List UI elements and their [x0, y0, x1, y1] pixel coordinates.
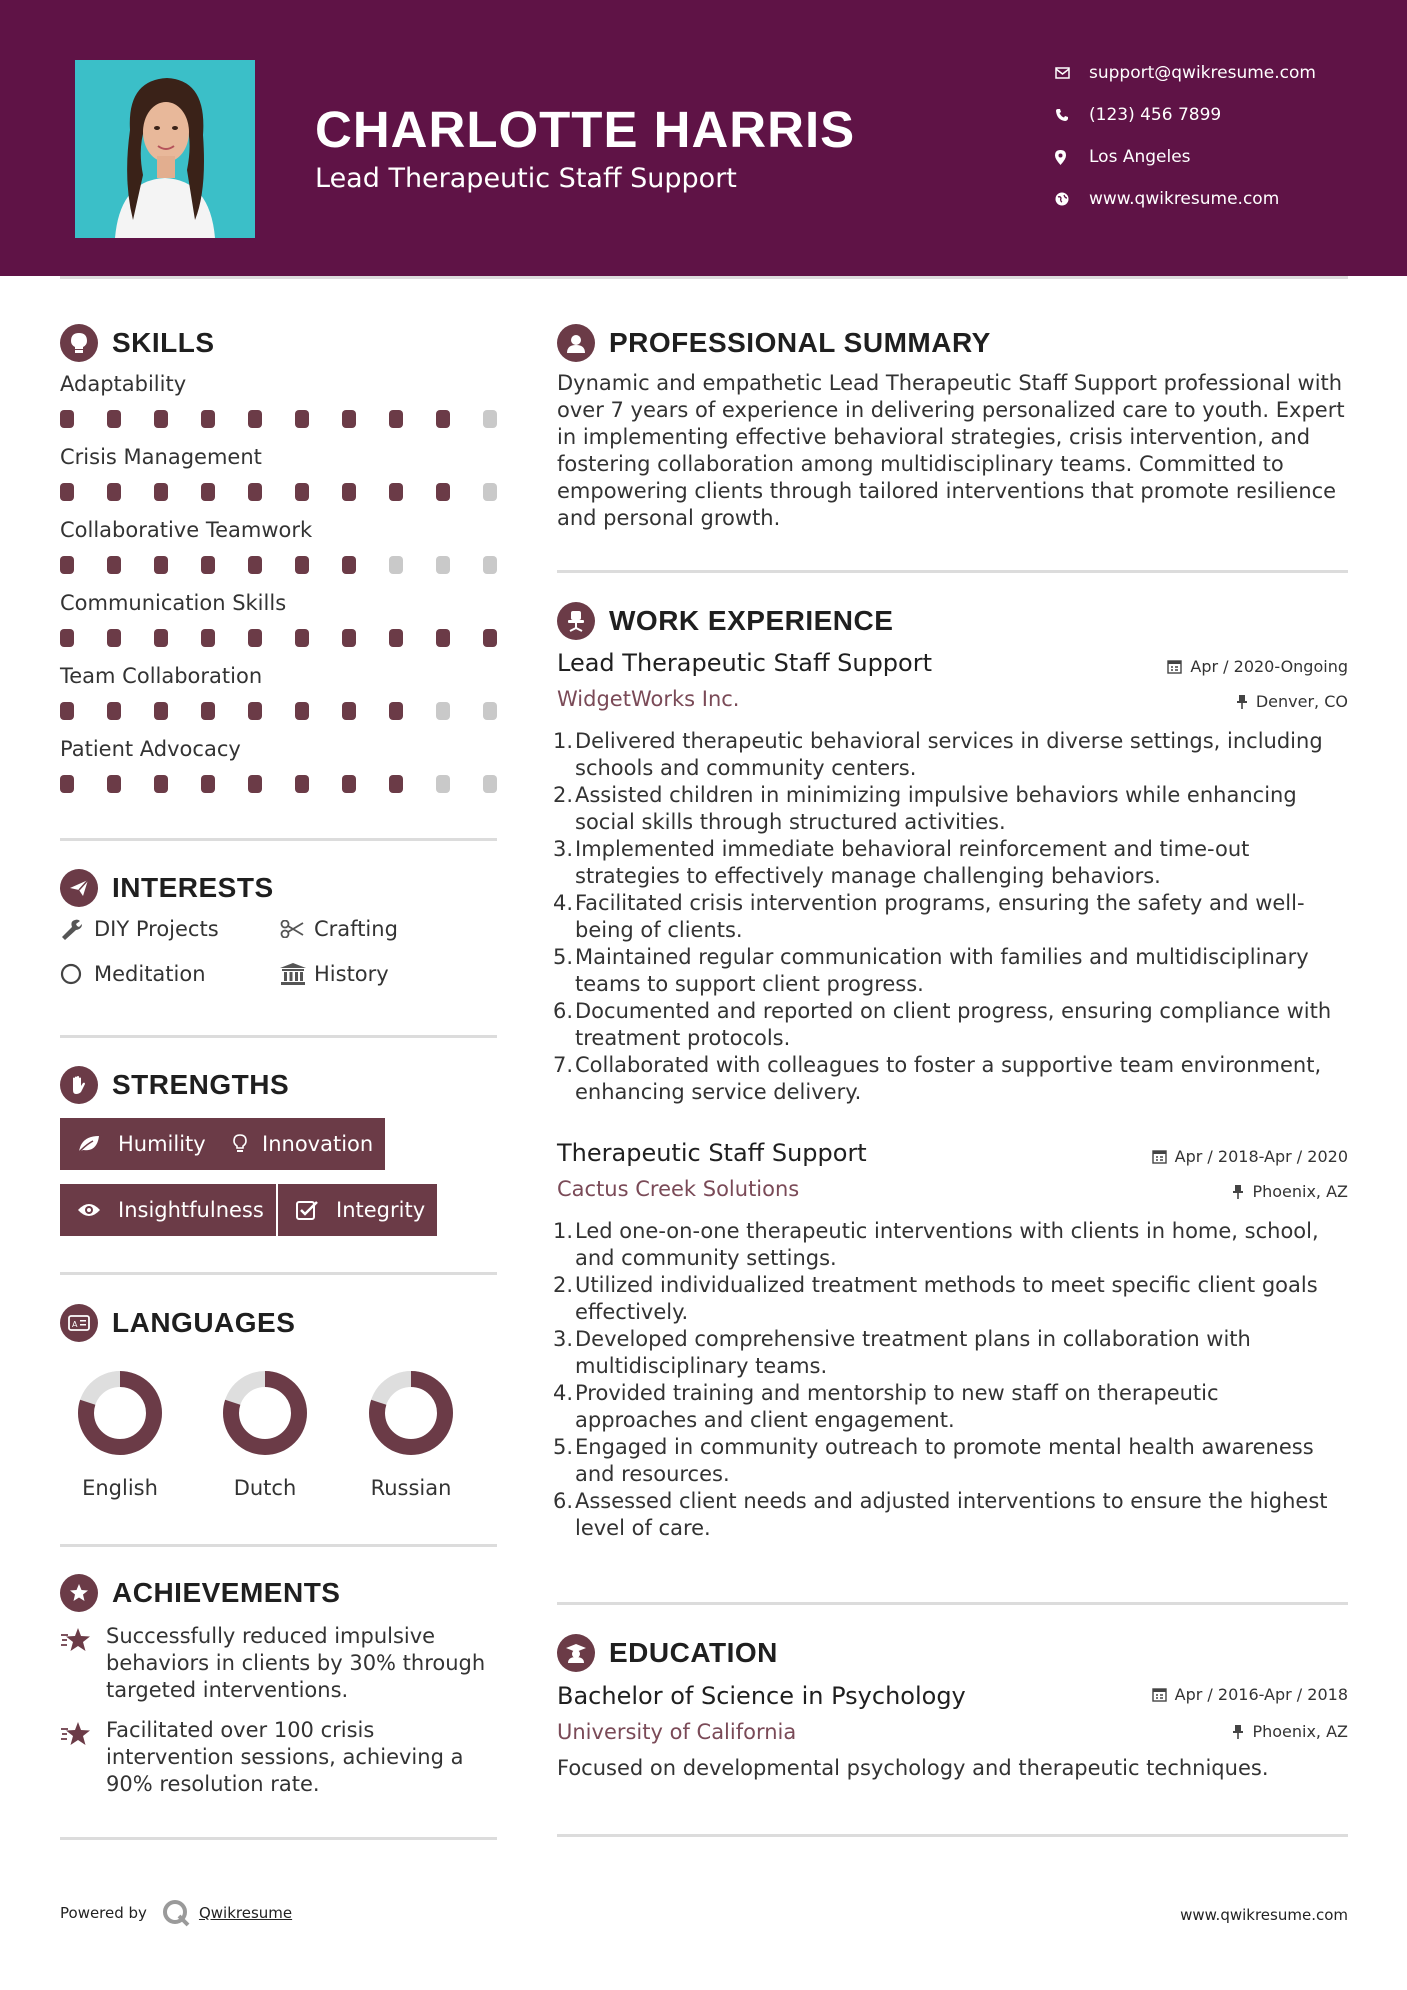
duty-item: 6. Documented and reported on client progress, ensuring compliance with treatment protocols. [553, 999, 1332, 1050]
skill-name: Crisis Management [60, 445, 262, 469]
skill-item [60, 737, 500, 793]
rating-dot-filled [389, 410, 403, 428]
skill-item [60, 445, 500, 501]
duty-item: 2. Utilized individualized treatment methods to meet specific client goals effectively. [553, 1273, 1318, 1324]
skill-item [60, 591, 500, 647]
job-title: Lead Therapeutic Staff Support [557, 649, 932, 677]
rating-dot-empty [389, 556, 403, 574]
lightbulb-icon [60, 324, 98, 362]
rating-dot-filled [295, 410, 309, 428]
achievement-item [60, 1717, 500, 1798]
rating-dot-filled [295, 556, 309, 574]
wrench-icon [60, 918, 94, 940]
interest-label: History [314, 962, 389, 986]
header-divider [60, 276, 1348, 279]
rating-dot-filled [107, 629, 121, 647]
star-icon [60, 1623, 106, 1704]
rating-dot-filled [436, 410, 450, 428]
section-divider [60, 1272, 497, 1275]
rating-dot-filled [201, 629, 215, 647]
pushpin-icon [1236, 694, 1248, 709]
experience-title: WORK EXPERIENCE [609, 605, 894, 636]
rating-dot-filled [107, 410, 121, 428]
rating-dot-filled [60, 483, 74, 501]
section-divider [60, 1035, 497, 1038]
section-divider [557, 1602, 1348, 1605]
rating-dot-filled [342, 483, 356, 501]
rating-dot-filled [389, 702, 403, 720]
graduate-icon [557, 1634, 595, 1672]
office-chair-icon [557, 602, 595, 640]
duty-item: 1. Delivered therapeutic behavioral services in diverse settings, including schools and community centers. [553, 729, 1323, 780]
contact-website-text: www.qwikresume.com [1089, 189, 1280, 209]
globe-icon [1055, 192, 1089, 206]
job-company: Cactus Creek Solutions [557, 1177, 800, 1201]
strength-label: Humility [118, 1132, 206, 1156]
duty-item: 5. Maintained regular communication with families and multidisciplinary teams to support client progress. [553, 945, 1309, 996]
rating-dot-filled [154, 556, 168, 574]
skill-rating [60, 775, 497, 793]
language-name: Russian [370, 1476, 452, 1500]
rating-dot-empty [436, 556, 450, 574]
contact-email-text: support@qwikresume.com [1089, 63, 1316, 83]
duty-item: 4. Facilitated crisis intervention programs, ensuring the safety and well-being of clients. [553, 891, 1305, 942]
languages-title: LANGUAGES [112, 1307, 296, 1338]
skill-item [60, 518, 500, 574]
section-divider [557, 1834, 1348, 1837]
rating-dot-filled [154, 702, 168, 720]
language-name: Dutch [233, 1476, 297, 1500]
language-item [60, 1368, 180, 1500]
phone-icon [1055, 108, 1089, 122]
interest-label: Meditation [94, 962, 206, 986]
achievements-heading [60, 1574, 340, 1612]
duty-text: Assisted children in minimizing impulsive behaviors while enhancing social skills through structured activities. [575, 783, 1297, 834]
interest-label: Crafting [314, 917, 398, 941]
rating-dot-filled [248, 410, 262, 428]
rating-dot-filled [436, 483, 450, 501]
skill-name: Patient Advocacy [60, 737, 241, 761]
duty-text: Engaged in community outreach to promote mental health awareness and resources. [575, 1435, 1314, 1486]
strength-tag [218, 1118, 385, 1170]
rating-dot-filled [201, 483, 215, 501]
strength-tag [60, 1184, 276, 1236]
pushpin-icon [1232, 1184, 1244, 1199]
language-item [351, 1368, 471, 1500]
user-icon [557, 324, 595, 362]
powered-by-text: Powered by [60, 1904, 147, 1922]
rating-dot-filled [342, 775, 356, 793]
rating-dot-filled [154, 410, 168, 428]
experience-heading [557, 602, 893, 640]
contact-website[interactable] [1055, 178, 1316, 220]
rating-dot-filled [154, 483, 168, 501]
job-title: Therapeutic Staff Support [557, 1139, 867, 1167]
duty-text: Facilitated crisis intervention programs, ensuring the safety and well-being of clients. [575, 891, 1305, 942]
candidate-title: Lead Therapeutic Staff Support [315, 163, 737, 194]
interests-heading [60, 869, 274, 907]
job-location [1232, 1182, 1348, 1201]
duty-item: 1. Led one-on-one therapeutic interventions with clients in home, school, and community settings. [553, 1219, 1319, 1270]
skill-rating [60, 483, 497, 501]
pushpin-icon [1232, 1724, 1244, 1739]
rating-dot-filled [60, 556, 74, 574]
rating-dot-filled [295, 483, 309, 501]
calendar-icon [1152, 1687, 1167, 1702]
interest-item [60, 962, 206, 986]
achievements-title: ACHIEVEMENTS [112, 1577, 341, 1608]
job-dates [1152, 1147, 1348, 1166]
rating-dot-filled [389, 775, 403, 793]
duty-item: 4. Provided training and mentorship to new staff on therapeutic approaches and client engagement. [553, 1381, 1219, 1432]
skill-name: Communication Skills [60, 591, 287, 615]
brand-link[interactable]: Qwikresume [198, 1904, 293, 1922]
strength-label: Insightfulness [118, 1198, 264, 1222]
rating-dot-filled [436, 629, 450, 647]
achievement-text: Facilitated over 100 crisis intervention sessions, achieving a 90% resolution rate. [106, 1718, 464, 1796]
strength-label: Integrity [336, 1198, 426, 1222]
duty-text: Maintained regular communication with families and multidisciplinary teams to support client progress. [575, 945, 1309, 996]
duty-text: Developed comprehensive treatment plans in collaboration with multidisciplinary teams. [575, 1327, 1251, 1378]
hand-icon [60, 1066, 98, 1104]
language-name: English [82, 1476, 158, 1500]
rating-dot-filled [342, 702, 356, 720]
rating-dot-filled [201, 556, 215, 574]
rating-dot-filled [248, 775, 262, 793]
summary-title: PROFESSIONAL SUMMARY [609, 327, 991, 358]
contact-location [1055, 136, 1316, 178]
job-company: WidgetWorks Inc. [557, 687, 740, 711]
summary-text: Dynamic and empathetic Lead Therapeutic Staff Support professional with over 7 years of experience in delivering personalized care to youth. Expert in implementing effective behavioral strategies, crisis intervention, and fostering collaboration among multidisciplinary teams. Committed to empowering clients through tailored interventions that promote resilience and personal growth. [557, 371, 1345, 530]
languages-heading [60, 1304, 295, 1342]
rating-dot-empty [483, 410, 497, 428]
strength-tag [278, 1184, 437, 1236]
star-icon [60, 1717, 106, 1798]
rating-dot-empty [436, 702, 450, 720]
calendar-icon [1152, 1149, 1167, 1164]
contact-email[interactable] [1055, 52, 1316, 94]
rating-dot-filled [201, 775, 215, 793]
skill-rating [60, 410, 497, 428]
checkbox-icon [290, 1200, 324, 1220]
duty-text: Assessed client needs and adjusted interventions to ensure the highest level of care. [575, 1489, 1328, 1540]
language-proficiency-ring [75, 1368, 165, 1458]
rating-dot-filled [60, 629, 74, 647]
education-dates-text: Apr / 2016-Apr / 2018 [1174, 1685, 1348, 1704]
education-dates [1152, 1685, 1348, 1704]
language-item [205, 1368, 325, 1500]
rating-dot-filled [248, 702, 262, 720]
contact-phone-text: (123) 456 7899 [1089, 105, 1222, 125]
interest-label: DIY Projects [94, 917, 219, 941]
interests-title: INTERESTS [112, 872, 274, 903]
strength-label: Innovation [262, 1132, 374, 1156]
rating-dot-filled [248, 629, 262, 647]
rating-dot-empty [483, 556, 497, 574]
rating-dot-filled [60, 702, 74, 720]
achievement-item [60, 1623, 500, 1704]
circle-icon [60, 963, 94, 985]
duty-text: Collaborated with colleagues to foster a supportive team environment, enhancing service delivery. [575, 1053, 1322, 1104]
museum-icon [280, 963, 314, 985]
svg-text:A: A [72, 1320, 78, 1329]
duty-item: 3. Developed comprehensive treatment plans in collaboration with multidisciplinary teams. [553, 1327, 1251, 1378]
contact-list [1055, 52, 1316, 220]
rating-dot-filled [154, 775, 168, 793]
achievement-text: Successfully reduced impulsive behaviors in clients by 30% through targeted interventions. [106, 1624, 486, 1702]
duty-text: Led one-on-one therapeutic interventions with clients in home, school, and community settings. [575, 1219, 1319, 1270]
section-divider [60, 1544, 497, 1547]
skill-name: Team Collaboration [60, 664, 263, 688]
school-name: University of California [557, 1720, 797, 1744]
job-location [1236, 692, 1348, 711]
interest-item [280, 962, 389, 986]
job-location-text: Phoenix, AZ [1252, 1182, 1348, 1201]
location-pin-icon [1055, 150, 1089, 165]
education-heading [557, 1634, 778, 1672]
rating-dot-filled [201, 702, 215, 720]
rating-dot-filled [60, 775, 74, 793]
skill-name: Adaptability [60, 372, 187, 396]
rating-dot-filled [295, 702, 309, 720]
skills-title: SKILLS [112, 327, 215, 358]
education-description: Focused on developmental psychology and therapeutic techniques. [557, 1756, 1269, 1780]
rating-dot-filled [389, 629, 403, 647]
rating-dot-filled [107, 556, 121, 574]
summary-heading [557, 324, 991, 362]
rating-dot-filled [342, 410, 356, 428]
section-divider [60, 1837, 497, 1840]
paper-plane-icon [60, 869, 98, 907]
footer-url[interactable]: www.qwikresume.com [1180, 1906, 1348, 1924]
rating-dot-filled [107, 483, 121, 501]
rating-dot-filled [107, 775, 121, 793]
rating-dot-empty [436, 775, 450, 793]
rating-dot-filled [342, 629, 356, 647]
interest-item [280, 917, 398, 941]
job-duties-list [553, 1218, 1335, 1542]
job-dates-text: Apr / 2020-Ongoing [1190, 657, 1348, 676]
education-location [1232, 1722, 1348, 1741]
envelope-icon [1055, 67, 1089, 79]
strengths-title: STRENGTHS [112, 1069, 290, 1100]
rating-dot-filled [201, 410, 215, 428]
strength-tag [60, 1118, 218, 1170]
language-proficiency-ring [220, 1368, 310, 1458]
star-badge-icon [60, 1574, 98, 1612]
job-location-text: Denver, CO [1255, 692, 1348, 711]
footer-powered-by [60, 1898, 292, 1928]
rating-dot-filled [389, 483, 403, 501]
job-dates-text: Apr / 2018-Apr / 2020 [1174, 1147, 1348, 1166]
eye-icon [72, 1202, 106, 1218]
rating-dot-empty [483, 775, 497, 793]
skills-heading [60, 324, 215, 362]
duty-text: Utilized individualized treatment methods to meet specific client goals effectively. [575, 1273, 1318, 1324]
language-proficiency-ring [366, 1368, 456, 1458]
candidate-name: CHARLOTTE HARRIS [315, 101, 856, 158]
duty-item: 6. Assessed client needs and adjusted interventions to ensure the highest level of care. [553, 1489, 1328, 1540]
rating-dot-filled [295, 775, 309, 793]
education-location-text: Phoenix, AZ [1252, 1722, 1348, 1741]
duty-text: Documented and reported on client progress, ensuring compliance with treatment protocols. [575, 999, 1332, 1050]
contact-location-text: Los Angeles [1089, 147, 1191, 167]
skill-rating [60, 629, 497, 647]
leaf-icon [72, 1134, 106, 1154]
rating-dot-empty [483, 483, 497, 501]
skill-rating [60, 702, 497, 720]
rating-dot-empty [483, 702, 497, 720]
duty-item: 5. Engaged in community outreach to promote mental health awareness and resources. [553, 1435, 1314, 1486]
duty-item: 7. Collaborated with colleagues to foster a supportive team environment, enhancing service delivery. [553, 1053, 1322, 1104]
duty-item: 3. Implemented immediate behavioral reinforcement and time-out strategies to effectively manage challenging behaviors. [553, 837, 1250, 888]
language-icon [60, 1304, 98, 1342]
resume-header [0, 0, 1407, 276]
rating-dot-filled [483, 629, 497, 647]
interest-item [60, 917, 219, 941]
profile-photo [75, 60, 255, 238]
rating-dot-filled [107, 702, 121, 720]
skill-item [60, 664, 500, 720]
job-dates [1167, 657, 1348, 676]
rating-dot-filled [154, 629, 168, 647]
section-divider [60, 838, 497, 841]
rating-dot-filled [248, 556, 262, 574]
rating-dot-filled [60, 410, 74, 428]
duty-text: Implemented immediate behavioral reinforcement and time-out strategies to effectively manage challenging behaviors. [575, 837, 1250, 888]
strengths-heading [60, 1066, 289, 1104]
rating-dot-filled [342, 556, 356, 574]
contact-phone[interactable] [1055, 94, 1316, 136]
rating-dot-filled [295, 629, 309, 647]
education-title: EDUCATION [609, 1637, 778, 1668]
scissors-icon [280, 920, 314, 938]
job-duties-list [553, 728, 1335, 1106]
degree-title: Bachelor of Science in Psychology [557, 1682, 966, 1710]
calendar-icon [1167, 659, 1182, 674]
skill-name: Collaborative Teamwork [60, 518, 313, 542]
lightbulb-icon [230, 1134, 250, 1154]
duty-item: 2. Assisted children in minimizing impulsive behaviors while enhancing social skills through structured activities. [553, 783, 1297, 834]
duty-text: Provided training and mentorship to new staff on therapeutic approaches and client engagement. [575, 1381, 1219, 1432]
rating-dot-filled [248, 483, 262, 501]
duty-text: Delivered therapeutic behavioral services in diverse settings, including schools and community centers. [575, 729, 1323, 780]
qwikresume-logo-icon [161, 1898, 191, 1928]
section-divider [557, 570, 1348, 573]
skill-item [60, 372, 500, 428]
skill-rating [60, 556, 497, 574]
